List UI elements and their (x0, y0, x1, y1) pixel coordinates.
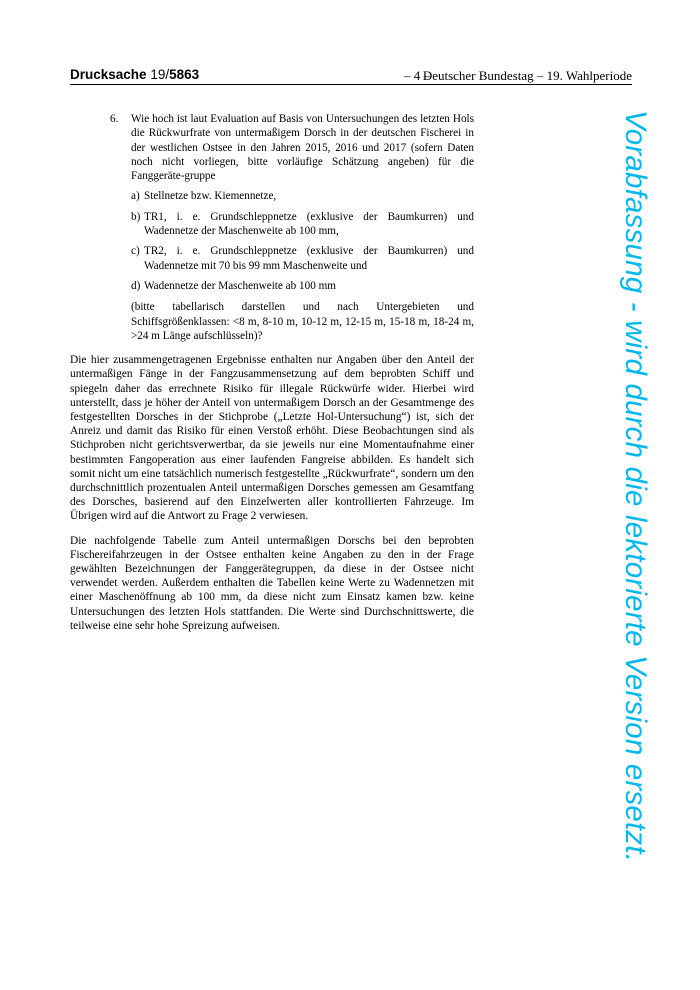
drucksache-prefix: 19/ (150, 67, 170, 82)
question-block (70, 112, 474, 343)
publisher: Deutscher Bundestag – 19. Wahlperiode (422, 68, 632, 83)
page-indicator: – 4 – (404, 68, 430, 83)
question-number: 6. (110, 113, 119, 125)
list-item-text: TR1, i. e. Grundschleppnetze (exklusive der Baumkurren) und Wadennetze der Maschenweite ab 100 mm, (144, 210, 474, 238)
list-item-label: d) (131, 279, 141, 292)
list-item (131, 244, 474, 273)
document-number (70, 67, 199, 82)
list-item-text: TR2, i. e. Grundschleppnetze (exklusive der Baumkurren) und Wadennetze mit 70 bis 99 mm Maschenweite und (144, 245, 474, 272)
answer-paragraph: Die hier zusammengetragenen Ergebnisse enthalten nur Angaben über den Anteil der untermaßigen Fänge in der Fangzusammensetzung auf dem beprobten Schiff und spiegeln daher das errechnete Risiko für illegale Rückwürfe wider. Hierbei wird unterstellt, dass je höher der Anteil von untermaßigem Dorsch an der Gesamtmenge des festgestellten Dorsches in der Stichprobe („Letzte Hol-Untersuchung“) ist, sich der Anreiz und damit das Risiko für einen Verstoß erhöht. Diese Beobachtungen sind als Stichproben nicht gerichtsverwertbar, da sie jeweils nur eine Momentaufnahme einer bestimmten Fangoperation aus einer laufenden Fangreise abbilden. Es handelt sich somit nicht um eine tatsächlich numerisch festgestellte „Rückwurfrate“, sondern um den durchschnittlich prozentualen Anteil untermaßigen Dorsches gemessen am Gesamtfang des Dorsches, basierend auf den Einzelwerten aller kontrollierten Fahrzeuge. Im Übrigen wird auf die Antwort zu Frage 2 verwiesen. (70, 354, 474, 523)
drucksache-label: Drucksache (70, 67, 147, 82)
page-body (70, 112, 474, 643)
list-item-label: b) (131, 210, 141, 223)
answer-paragraph: Die nachfolgende Tabelle zum Anteil untermaßigen Dorschs bei den beprobten Fischereifahrzeugen in der Ostsee enthalten keine Angaben zu den in der Frage gewählten Bezeichnungen der Fanggerätegruppen, da diese in der Ostsee nicht verwendet werden. Außerdem enthalten die Tabellen keine Werte zu Wadennetzen mit einer Maschenöffnung ab 100 mm, da diese nicht zum Einsatz kamen bzw. keine Untersuchungen des letzten Hols stattfanden. Die Werte sind Durchschnittswerte, die teilweise eine sehr hohe Spreizung aufweisen. (70, 534, 474, 632)
drucksache-number: 5863 (169, 67, 200, 82)
list-item-label: c) (131, 245, 140, 258)
list-item (131, 210, 474, 239)
list-item-text: Wadennetze der Maschenweite ab 100 mm (144, 279, 337, 292)
answer-block (70, 353, 474, 633)
gear-group-list (131, 189, 474, 293)
list-item (131, 279, 474, 293)
list-item (131, 189, 474, 203)
draft-watermark (619, 110, 682, 900)
question-note: (bitte tabellarisch darstellen und nach Untergebieten und Schiffsgrößenklassen: <8 m, 8-10 m, 10-12 m, 12-15 m, 15-18 m, 18-24 m, >24 m Länge aufschlüsseln)? (131, 301, 474, 342)
list-item-text: Stellnetze bzw. Kiemennetze, (144, 190, 277, 203)
question-text: Wie hoch ist laut Evaluation auf Basis von Untersuchungen des letzten Hols die Rückwurfrate von untermaßigem Dorsch in der deutschen Fischerei in der westlichen Ostsee in den Jahren 2015, 2016 und 2017 (sofern Daten noch nicht vorliegen, bitte vorläufige Schätzung angeben) für die Fanggeräte-gruppe (131, 113, 474, 183)
page-header (70, 64, 632, 85)
list-item-label: a) (131, 190, 140, 203)
watermark-text: Vorabfassung - wird durch die lektorierte Version ersetzt. (619, 110, 652, 863)
